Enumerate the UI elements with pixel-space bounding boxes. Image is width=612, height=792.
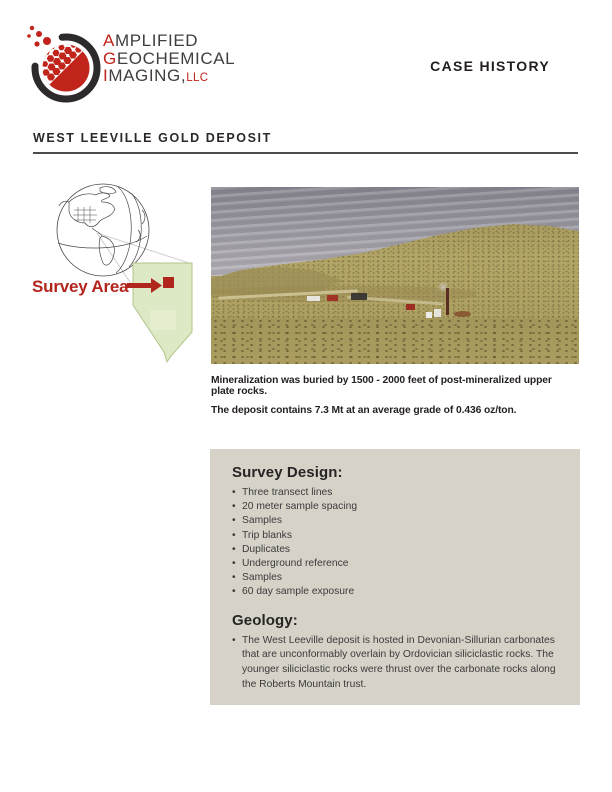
logo-wordmark — [103, 32, 235, 88]
photo-foreground-scrub — [211, 318, 579, 364]
agi-logo-icon — [24, 24, 106, 106]
photo-loader — [406, 304, 415, 310]
case-history-label: CASE HISTORY — [430, 58, 550, 74]
list-item: • Trip blanks — [232, 529, 564, 543]
caption-paragraph-1: Mineralization was buried by 1500 - 2000 feet of post-mineralized upper plate rocks. — [211, 375, 552, 397]
photo-truck-red — [327, 295, 338, 301]
survey-area-label: Survey Area — [32, 277, 129, 296]
geology-list — [232, 634, 564, 693]
photo-caption — [211, 375, 567, 416]
photo-dirt-patch — [454, 311, 471, 317]
title-divider — [33, 152, 578, 154]
survey-area-marker — [163, 277, 174, 288]
photo-shed — [434, 309, 441, 317]
photo-shed-2 — [426, 312, 432, 318]
survey-design-list — [232, 486, 564, 600]
logo-line-3: IMAGING,LLC — [103, 66, 209, 85]
list-item: • Samples — [232, 514, 564, 528]
list-item: • The West Leeville deposit is hosted in Devonian-Sillurian carbonates that are unconformably overlain by Ordovician siliciclastic rocks. The younger siliciclastic rocks were thrust over the carbonate rocks along the Roberts Mountain trust. — [232, 634, 564, 693]
photo-truck-white — [307, 296, 320, 301]
page-title: WEST LEEVILLE GOLD DEPOSIT — [33, 131, 272, 145]
caption-paragraph-2: The deposit contains 7.3 Mt at an average grade of 0.436 oz/ton. — [211, 405, 517, 416]
logo-line-2: GEOCHEMICAL — [103, 48, 236, 68]
geology-heading: Geology: — [232, 611, 298, 629]
list-item: • 60 day sample exposure — [232, 585, 564, 599]
list-item: • Duplicates — [232, 543, 564, 557]
globe-sketch-icon — [57, 184, 149, 276]
nevada-state-shape — [133, 263, 192, 362]
photo-drill-rig — [446, 288, 449, 315]
list-item: • Three transect lines — [232, 486, 564, 500]
list-item: • 20 meter sample spacing — [232, 500, 564, 514]
photo-truck-dark — [351, 293, 367, 300]
list-item: • Samples — [232, 571, 564, 585]
list-item: • Underground reference — [232, 557, 564, 571]
logo-line-1: AMPLIFIED — [103, 31, 199, 50]
survey-design-heading: Survey Design: — [232, 464, 343, 481]
drill-site-photo — [211, 187, 579, 364]
info-box — [210, 449, 580, 705]
